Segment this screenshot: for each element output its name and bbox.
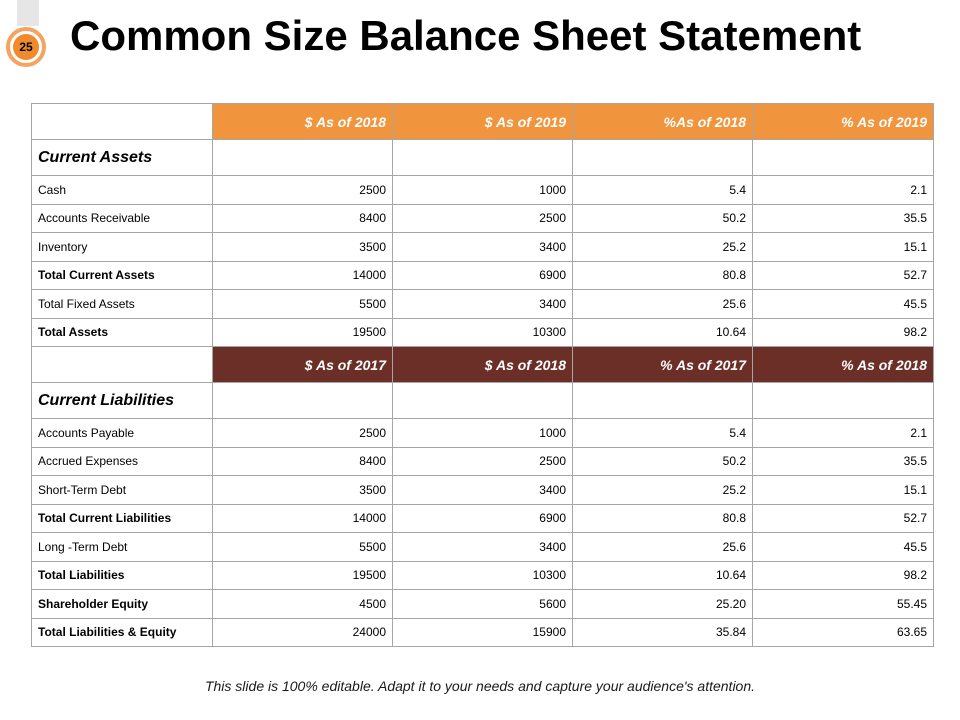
- header-blank-cell: [32, 104, 213, 140]
- value-cell: 1000: [393, 176, 573, 205]
- empty-cell: [393, 140, 573, 176]
- footer-note: This slide is 100% editable. Adapt it to your needs and capture your audience's attention.: [204, 678, 756, 694]
- value-cell: 45.5: [753, 290, 934, 319]
- empty-cell: [753, 140, 934, 176]
- row-label: Total Current Assets: [32, 261, 213, 290]
- empty-cell: [753, 383, 934, 419]
- column-header: %As of 2018: [573, 104, 753, 140]
- table-row: [32, 533, 934, 562]
- balance-sheet-table: [31, 103, 934, 647]
- row-label: Long -Term Debt: [32, 533, 213, 562]
- column-header: $ As of 2017: [213, 347, 393, 383]
- row-label: Accounts Receivable: [32, 204, 213, 233]
- value-cell: 1000: [393, 419, 573, 448]
- empty-cell: [213, 383, 393, 419]
- value-cell: 5.4: [573, 419, 753, 448]
- value-cell: 15.1: [753, 233, 934, 262]
- value-cell: 2500: [393, 447, 573, 476]
- table-row: [32, 233, 934, 262]
- section-label: Current Liabilities: [32, 383, 213, 419]
- value-cell: 5600: [393, 590, 573, 619]
- column-header: % As of 2017: [573, 347, 753, 383]
- value-cell: 25.6: [573, 533, 753, 562]
- value-cell: 98.2: [753, 318, 934, 347]
- value-cell: 3500: [213, 476, 393, 505]
- value-cell: 2.1: [753, 176, 934, 205]
- value-cell: 80.8: [573, 504, 753, 533]
- empty-cell: [213, 140, 393, 176]
- empty-cell: [393, 383, 573, 419]
- value-cell: 3500: [213, 233, 393, 262]
- column-header: $ As of 2018: [393, 347, 573, 383]
- table-row: [32, 447, 934, 476]
- value-cell: 15900: [393, 618, 573, 647]
- table-row: [32, 176, 934, 205]
- value-cell: 8400: [213, 447, 393, 476]
- column-header: % As of 2018: [753, 347, 934, 383]
- table-row: [32, 261, 934, 290]
- value-cell: 52.7: [753, 504, 934, 533]
- value-cell: 55.45: [753, 590, 934, 619]
- value-cell: 45.5: [753, 533, 934, 562]
- value-cell: 5.4: [573, 176, 753, 205]
- value-cell: 25.20: [573, 590, 753, 619]
- value-cell: 3400: [393, 533, 573, 562]
- page-title: Common Size Balance Sheet Statement: [70, 12, 862, 59]
- value-cell: 24000: [213, 618, 393, 647]
- section-label: Current Assets: [32, 140, 213, 176]
- table-row: [32, 290, 934, 319]
- value-cell: 19500: [213, 318, 393, 347]
- row-label: Cash: [32, 176, 213, 205]
- table-row: [32, 419, 934, 448]
- value-cell: 25.6: [573, 290, 753, 319]
- row-label: Short-Term Debt: [32, 476, 213, 505]
- value-cell: 10.64: [573, 561, 753, 590]
- value-cell: 10300: [393, 318, 573, 347]
- slide-number-badge: [6, 27, 46, 67]
- current-assets-section-row: [32, 140, 934, 176]
- column-header: $ As of 2018: [213, 104, 393, 140]
- value-cell: 25.2: [573, 476, 753, 505]
- value-cell: 10.64: [573, 318, 753, 347]
- value-cell: 10300: [393, 561, 573, 590]
- value-cell: 19500: [213, 561, 393, 590]
- value-cell: 2500: [213, 419, 393, 448]
- table-row: [32, 318, 934, 347]
- value-cell: 6900: [393, 504, 573, 533]
- value-cell: 98.2: [753, 561, 934, 590]
- table-row: [32, 476, 934, 505]
- value-cell: 63.65: [753, 618, 934, 647]
- value-cell: 3400: [393, 233, 573, 262]
- assets-header-row: [32, 104, 934, 140]
- value-cell: 8400: [213, 204, 393, 233]
- empty-cell: [573, 383, 753, 419]
- value-cell: 2500: [393, 204, 573, 233]
- liabilities-header-row: [32, 347, 934, 383]
- value-cell: 80.8: [573, 261, 753, 290]
- value-cell: 52.7: [753, 261, 934, 290]
- row-label: Total Liabilities: [32, 561, 213, 590]
- value-cell: 2.1: [753, 419, 934, 448]
- value-cell: 6900: [393, 261, 573, 290]
- current-liabilities-section-row: [32, 383, 934, 419]
- value-cell: 35.5: [753, 447, 934, 476]
- top-decor-bar: [17, 0, 39, 26]
- value-cell: 14000: [213, 261, 393, 290]
- table-row: [32, 618, 934, 647]
- column-header: $ As of 2019: [393, 104, 573, 140]
- value-cell: 35.84: [573, 618, 753, 647]
- empty-cell: [573, 140, 753, 176]
- row-label: Total Liabilities & Equity: [32, 618, 213, 647]
- column-header: % As of 2019: [753, 104, 934, 140]
- table-row: [32, 590, 934, 619]
- value-cell: 3400: [393, 476, 573, 505]
- value-cell: 5500: [213, 533, 393, 562]
- table-row: [32, 561, 934, 590]
- value-cell: 35.5: [753, 204, 934, 233]
- row-label: Total Assets: [32, 318, 213, 347]
- value-cell: 2500: [213, 176, 393, 205]
- value-cell: 3400: [393, 290, 573, 319]
- header-blank-cell: [32, 347, 213, 383]
- value-cell: 5500: [213, 290, 393, 319]
- row-label: Inventory: [32, 233, 213, 262]
- value-cell: 25.2: [573, 233, 753, 262]
- value-cell: 50.2: [573, 447, 753, 476]
- table-row: [32, 204, 934, 233]
- value-cell: 15.1: [753, 476, 934, 505]
- value-cell: 4500: [213, 590, 393, 619]
- row-label: Total Fixed Assets: [32, 290, 213, 319]
- value-cell: 14000: [213, 504, 393, 533]
- row-label: Accrued Expenses: [32, 447, 213, 476]
- row-label: Accounts Payable: [32, 419, 213, 448]
- value-cell: 50.2: [573, 204, 753, 233]
- row-label: Shareholder Equity: [32, 590, 213, 619]
- row-label: Total Current Liabilities: [32, 504, 213, 533]
- table-row: [32, 504, 934, 533]
- slide-number: 25: [13, 34, 39, 60]
